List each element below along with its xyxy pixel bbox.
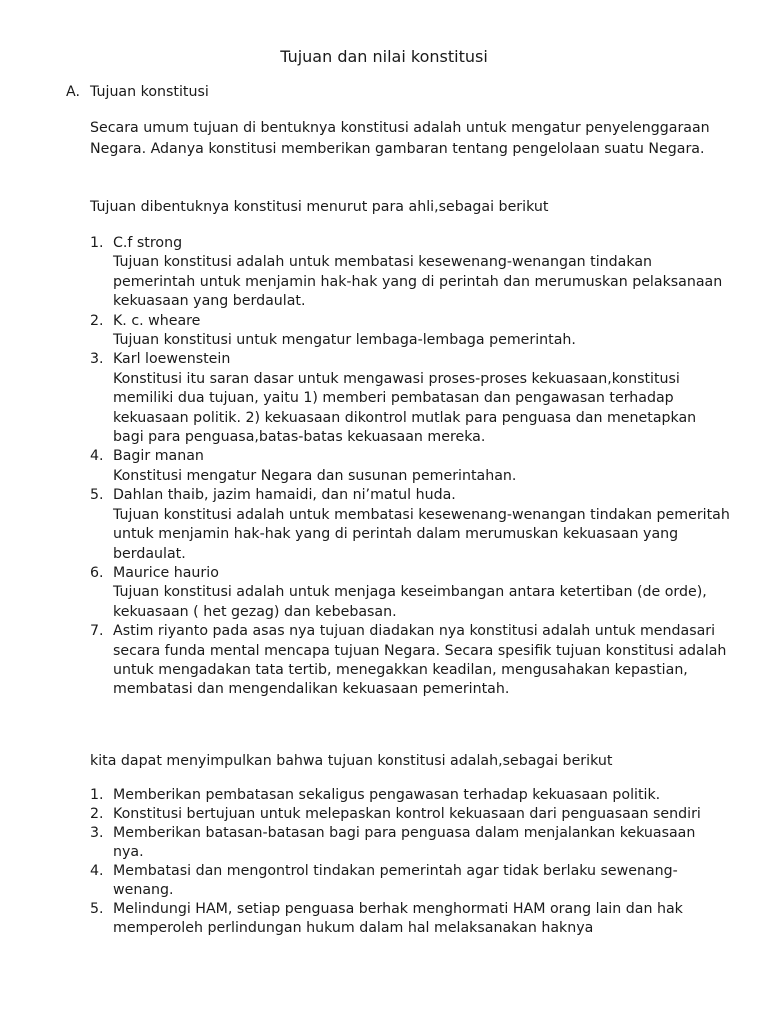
- section-marker: A.: [66, 84, 80, 100]
- list-item: [90, 805, 730, 824]
- expert-text: Konstitusi mengatur Negara dan susunan pemerintahan.: [113, 467, 517, 484]
- list-item: [90, 564, 730, 622]
- list-number: 4.: [90, 448, 104, 465]
- list-number: 2.: [90, 806, 104, 822]
- list-number: 4.: [90, 863, 104, 879]
- expert-name: C.f strong: [113, 235, 183, 251]
- conclusions-list: [90, 786, 730, 938]
- expert-text: Tujuan konstitusi adalah untuk membatasi kesewenang-wenangan tindakan pemeritah untuk menjamin hak-hak yang di perintah dalam merumuskan kekuasaan yang berdaulat.: [113, 506, 730, 562]
- intro-paragraph: Secara umum tujuan di bentuknya konstitusi adalah untuk mengatur penyelenggaraan Negara. Adanya konstitusi memberikan gambaran tentang pengelolaan suatu Negara.: [90, 120, 710, 158]
- list-number: 1.: [90, 787, 104, 803]
- conclusion-text: Melindungi HAM, setiap penguasa berhak menghormati HAM orang lain dan hak memperoleh perlindungan hukum dalam hal melaksanakan haknya: [113, 901, 683, 936]
- list-item: [90, 824, 730, 862]
- list-number: 5.: [90, 487, 104, 504]
- experts-list: [90, 234, 730, 700]
- list-item: [90, 622, 730, 700]
- expert-name: K. c. wheare: [113, 312, 201, 329]
- list-number: 7.: [90, 623, 104, 640]
- expert-text: Tujuan konstitusi adalah untuk menjaga keseimbangan antara ketertiban (de orde), kekuasaan ( het gezag) dan kebebasan.: [113, 584, 707, 620]
- list-number: 2.: [90, 312, 104, 329]
- list-number: 3.: [90, 351, 104, 368]
- expert-name: Dahlan thaib, jazim hamaidi, dan ni’matul huda.: [113, 487, 456, 504]
- expert-name: Maurice haurio: [113, 564, 219, 581]
- expert-text: Tujuan konstitusi untuk mengatur lembaga-lembaga pemerintah.: [113, 332, 576, 349]
- list-item: [90, 486, 730, 564]
- expert-text: Astim riyanto pada asas nya tujuan diadakan nya konstitusi adalah untuk mendasari secara funda mental mencapa tujuan Negara. Secara spesifik tujuan konstitusi adalah untuk mengadakan tata tertib, menegakkan keadilan, mengusahakan kepastian, membatasi dan mengendalikan kekuasaan pemerintah.: [113, 623, 727, 698]
- conclusion-text: Membatasi dan mengontrol tindakan pemerintah agar tidak berlaku sewenang-wenang.: [113, 863, 678, 898]
- conclusion-lead: kita dapat menyimpulkan bahwa tujuan konstitusi adalah,sebagai berikut: [90, 753, 613, 769]
- list-number: 3.: [90, 825, 104, 841]
- list-number: 6.: [90, 564, 104, 581]
- conclusion-text: Memberikan pembatasan sekaligus pengawasan terhadap kekuasaan politik.: [113, 787, 661, 803]
- list-item: [90, 900, 730, 938]
- list-item: [90, 447, 730, 486]
- experts-lead: Tujuan dibentuknya konstitusi menurut para ahli,sebagai berikut: [90, 199, 549, 215]
- conclusion-text: Konstitusi bertujuan untuk melepaskan kontrol kekuasaan dari penguasaan sendiri: [113, 806, 701, 822]
- list-item: [90, 234, 730, 312]
- conclusion-text: Memberikan batasan-batasan bagi para penguasa dalam menjalankan kekuasaan nya.: [113, 825, 696, 860]
- list-item: [90, 862, 730, 900]
- section-heading: [66, 82, 209, 102]
- expert-name: Bagir manan: [113, 448, 204, 465]
- list-item: [90, 312, 730, 351]
- list-item: [90, 350, 730, 447]
- document-title: Tujuan dan nilai konstitusi: [280, 47, 488, 66]
- section-heading-text: Tujuan konstitusi: [90, 84, 209, 100]
- list-number: 5.: [90, 901, 104, 917]
- expert-text: Tujuan konstitusi adalah untuk membatasi kesewenang-wenangan tindakan pemerintah untuk menjamin hak-hak yang di perintah dan merumuskan pelaksanaan kekuasaan yang berdaulat.: [113, 254, 723, 310]
- expert-name: Karl loewenstein: [113, 351, 231, 368]
- list-number: 1.: [90, 235, 104, 251]
- list-item: [90, 786, 730, 805]
- expert-text: Konstitusi itu saran dasar untuk mengawasi proses-proses kekuasaan,konstitusi memiliki dua tujuan, yaitu 1) memberi pembatasan dan pengawasan terhadap kekuasaan politik. 2) kekuasaan dikontrol mutlak para penguasa dan menetapkan bagi para penguasa,batas-batas kekuasaan mereka.: [113, 370, 697, 446]
